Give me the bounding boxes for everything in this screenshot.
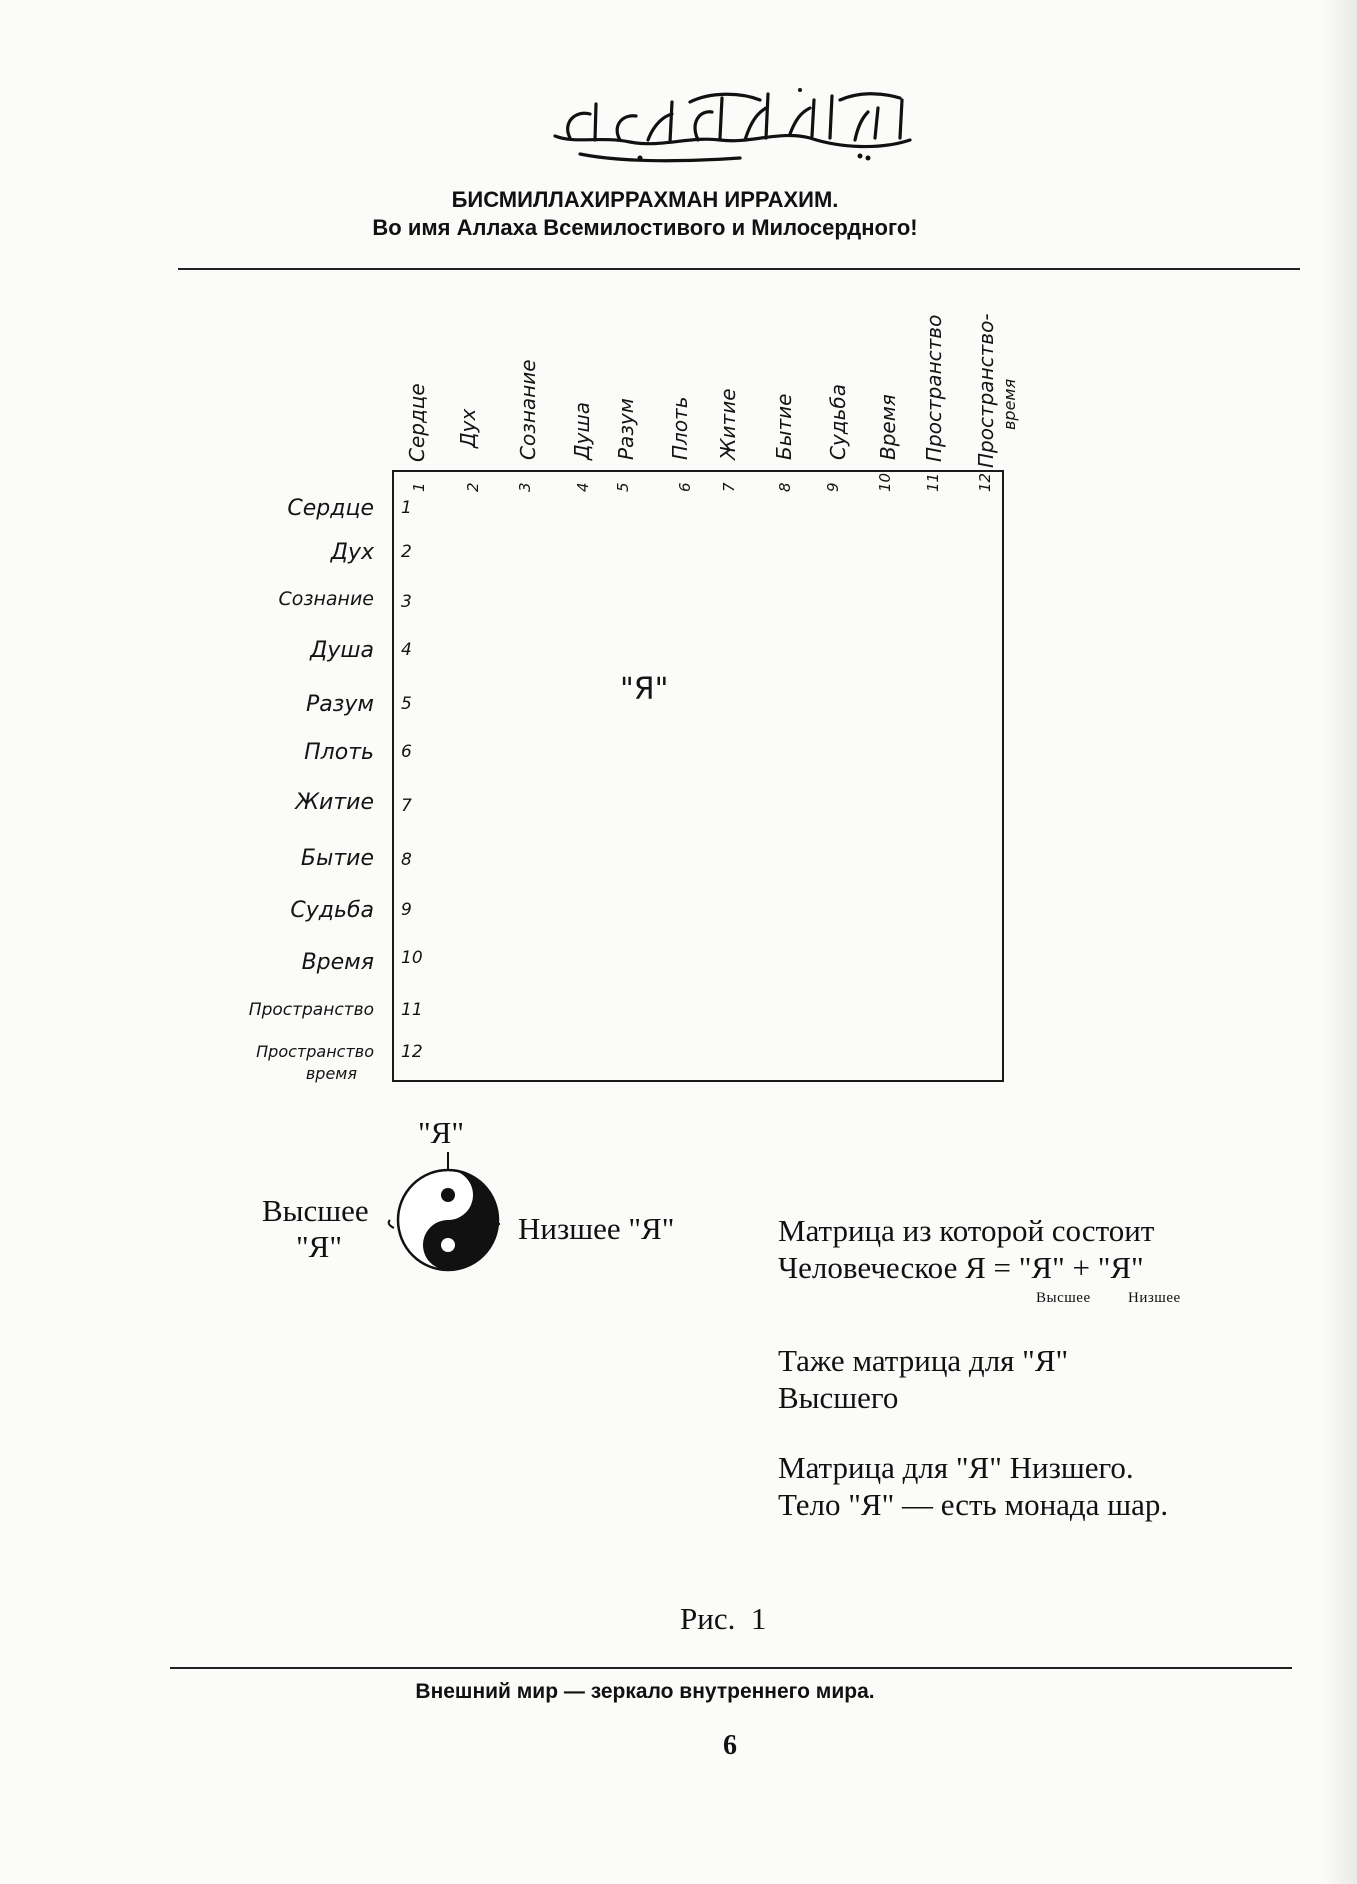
col-label-6: Плоть [668, 396, 692, 460]
col-label-5: Разум [614, 398, 638, 460]
row-label-8: Бытие [300, 846, 374, 871]
row-num-3: 3 [401, 592, 412, 612]
row-num-10: 10 [401, 948, 423, 968]
description-line1: Матрица из которой состоит [778, 1213, 1155, 1248]
row-label-5: Разум [305, 692, 374, 717]
row-num-9: 9 [401, 900, 412, 920]
yin-yang-symbol [378, 1148, 518, 1288]
col-num-9: 9 [824, 482, 842, 492]
description-line2: Человеческое Я = "Я" + "Я" [778, 1250, 1144, 1285]
description-para2-line2: Высшего [778, 1380, 899, 1415]
col-label-9: Судьба [826, 383, 850, 460]
row-num-5: 5 [401, 694, 412, 714]
yin-yang-left-label-line2: "Я" [296, 1229, 342, 1264]
yin-yang-right-label: Низшее "Я" [518, 1211, 675, 1246]
col-num-12: 12 [976, 472, 994, 492]
matrix-center-label: "Я" [620, 672, 669, 707]
col-label-7: Житие [716, 388, 740, 460]
yin-yang-top-label: "Я" [418, 1115, 464, 1150]
basmala-heading [0, 186, 1290, 242]
row-label-9: Судьба [290, 898, 374, 923]
basmala-translation: Во имя Аллаха Всемилостивого и Милосердного! [372, 215, 918, 240]
row-num-11: 11 [401, 1000, 423, 1020]
footer-motto: Внешний мир — зеркало внутреннего мира. [415, 1680, 875, 1703]
footer-divider [170, 1667, 1292, 1669]
description-sub-higher: Высшее [1036, 1290, 1091, 1306]
row-label-1: Сердце [287, 496, 374, 521]
row-num-7: 7 [401, 796, 412, 816]
row-label-10: Время [301, 950, 374, 975]
scan-edge-shadow [1323, 0, 1357, 1884]
col-label-10: Время [876, 394, 900, 460]
col-num-3: 3 [516, 482, 534, 492]
row-label-3: Сознание [278, 588, 374, 610]
col-num-10: 10 [876, 472, 894, 492]
row-label-2: Дух [330, 540, 374, 565]
description-sub-lower: Низшее [1128, 1290, 1181, 1306]
header-divider [178, 268, 1300, 270]
col-num-4: 4 [574, 482, 592, 492]
col-label-4: Душа [570, 401, 594, 460]
row-label-7: Житие [295, 790, 374, 815]
row-num-12: 12 [401, 1042, 423, 1062]
col-label-1: Сердце [405, 383, 429, 462]
col-label-3: Сознание [516, 359, 540, 460]
basmala-transliteration: БИСМИЛЛАХИРРАХМАН ИРРАХИМ. [451, 187, 839, 212]
description-para3-line2: Тело "Я" — есть монада шар. [778, 1487, 1169, 1522]
col-num-7: 7 [720, 482, 738, 492]
figure-caption: Рис. 1 [680, 1601, 767, 1636]
col-num-2: 2 [464, 482, 482, 492]
row-num-4: 4 [401, 640, 412, 660]
yin-yang-left-label-line1: Высшее [262, 1193, 369, 1228]
col-num-8: 8 [776, 482, 794, 492]
row-num-8: 8 [401, 850, 412, 870]
row-label-12-line2: время [305, 1064, 357, 1083]
description-para3-line1: Матрица для "Я" Низшего. [778, 1450, 1134, 1485]
row-label-6: Плоть [304, 740, 374, 765]
col-label-2: Дух [456, 408, 480, 448]
row-label-11: Пространство [248, 1000, 374, 1020]
description-para2-line1: Таже матрица для "Я" [778, 1343, 1069, 1378]
matrix-box [392, 470, 1004, 1082]
col-label-12-line2: время [1000, 378, 1019, 430]
page-number: 6 [723, 1730, 737, 1761]
row-label-4: Душа [310, 638, 374, 663]
col-num-11: 11 [924, 472, 942, 492]
row-num-1: 1 [401, 498, 412, 518]
row-num-6: 6 [401, 742, 412, 762]
col-num-5: 5 [614, 482, 632, 492]
arabic-calligraphy-basmala [540, 78, 930, 168]
col-label-8: Бытие [772, 393, 796, 460]
col-num-6: 6 [676, 482, 694, 492]
row-num-2: 2 [401, 542, 412, 562]
row-label-12-line1: Пространство [256, 1042, 374, 1061]
col-label-11: Пространство [922, 314, 946, 462]
col-label-12-line1: Пространство- [974, 313, 998, 468]
col-num-1: 1 [410, 482, 428, 492]
